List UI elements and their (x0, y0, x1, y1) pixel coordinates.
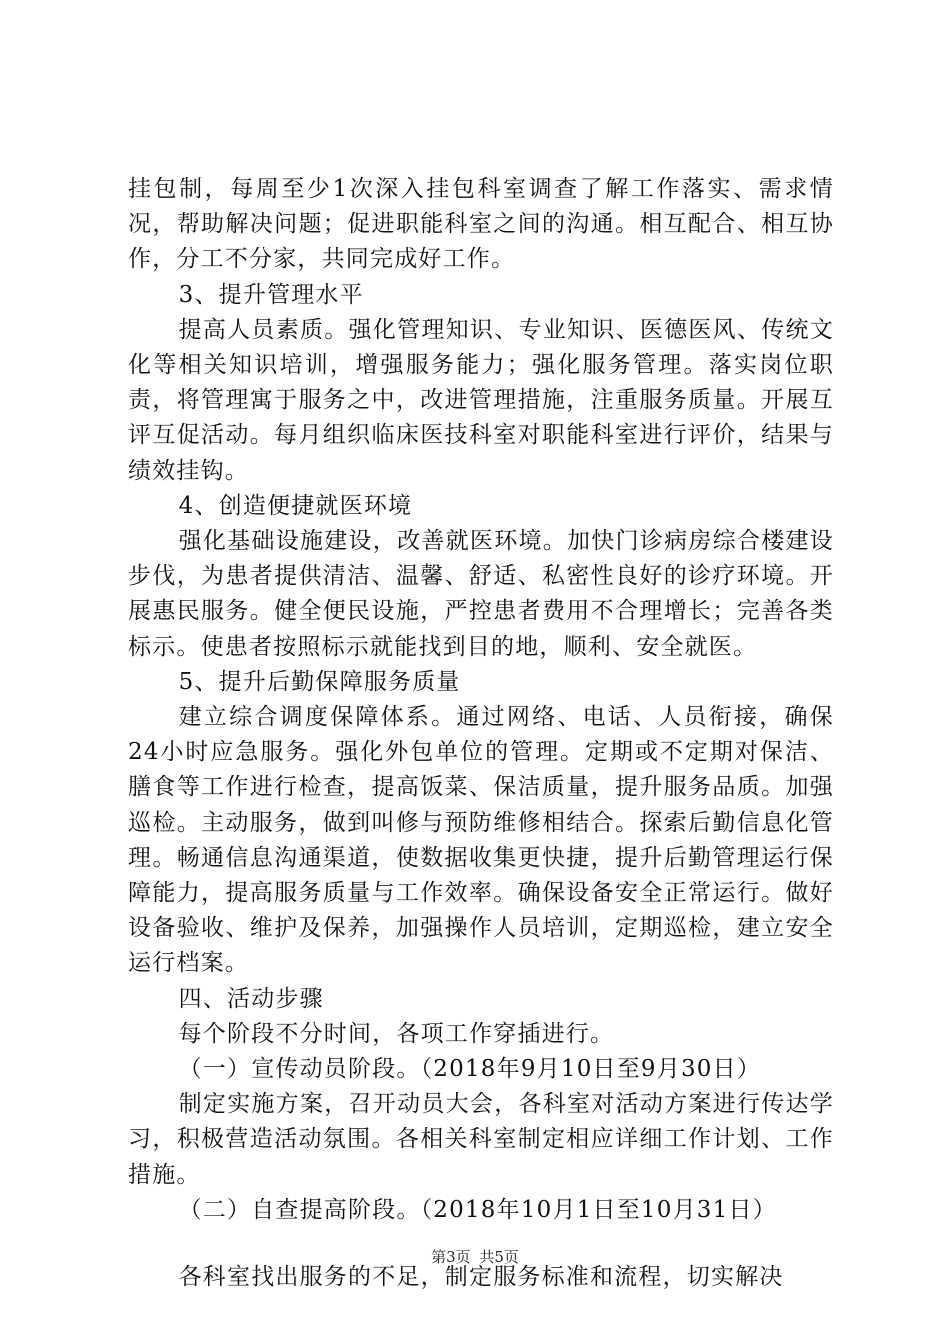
page-number: 第3页 (431, 1248, 471, 1266)
paragraph-stage-note: 每个阶段不分时间，各项工作穿插进行。 (178, 1020, 615, 1047)
section-heading-convenient-care: 4、创造便捷就医环境 (178, 492, 413, 519)
paragraph-dispatch-system: 建立综合调度保障体系。通过网络、电话、人员衔接，确保24小时应急服务。强化外包单位的管理。定期或不定期对保洁、膳食等工作进行检查，提高饭菜、保洁质量，提升服务品质。加强巡检。主动服务，做到叫修与预防维修相结合。探索后勤信息化管理。畅通信息沟通渠道，使数据收集更快捷，提升后勤管理运行保障能力，提高服务质量与工作效率。确保设备安全正常运行。做好设备验收、维护及保养，加强操作人员培训，定期巡检，建立安全运行档案。 (128, 704, 834, 977)
stage-heading-self-inspection: （二）自查提高阶段。（2018年10月1日至10月31日） (178, 1196, 777, 1223)
section-heading-activity-steps: 四、活动步骤 (178, 985, 324, 1012)
section-heading-management-level: 3、提升管理水平 (178, 281, 364, 308)
page-total: 共5页 (479, 1248, 519, 1266)
section-heading-logistics: 5、提升后勤保障服务质量 (178, 668, 461, 695)
page-footer (0, 1246, 950, 1267)
document-body (128, 172, 834, 1295)
paragraph-improve-quality: 提高人员素质。强化管理知识、专业知识、医德医风、传统文化等相关知识培训，增强服务能力；强化服务管理。落实岗位职责，将管理寓于服务之中，改进管理措施，注重服务质量。开展互评互促活动。每月组织临床医技科室对职能科室进行评价，结果与绩效挂钩。 (128, 316, 834, 484)
paragraph-infrastructure: 强化基础设施建设，改善就医环境。加快门诊病房综合楼建设步伐，为患者提供清洁、温馨、舒适、私密性良好的诊疗环境。开展惠民服务。健全便民设施，严控患者费用不合理增长；完善各类标示。使患者按照标示就能找到目的地，顺利、安全就医。 (128, 528, 834, 660)
paragraph-implementation-plan: 制定实施方案，召开动员大会，各科室对活动方案进行传达学习，积极营造活动氛围。各相关科室制定相应详细工作计划、工作措施。 (128, 1091, 834, 1188)
paragraph-duty-system: 挂包制，每周至少1次深入挂包科室调查了解工作落实、需求情况，帮助解决问题；促进职能科室之间的沟通。相互配合、相互协作，分工不分家，共同完成好工作。 (128, 176, 834, 273)
stage-heading-mobilization: （一）宣传动员阶段。（2018年9月10日至9月30日） (178, 1056, 762, 1083)
paragraph-find-shortcomings: 各科室找出服务的不足，制定服务标准和流程，切实解决 (178, 1264, 784, 1291)
